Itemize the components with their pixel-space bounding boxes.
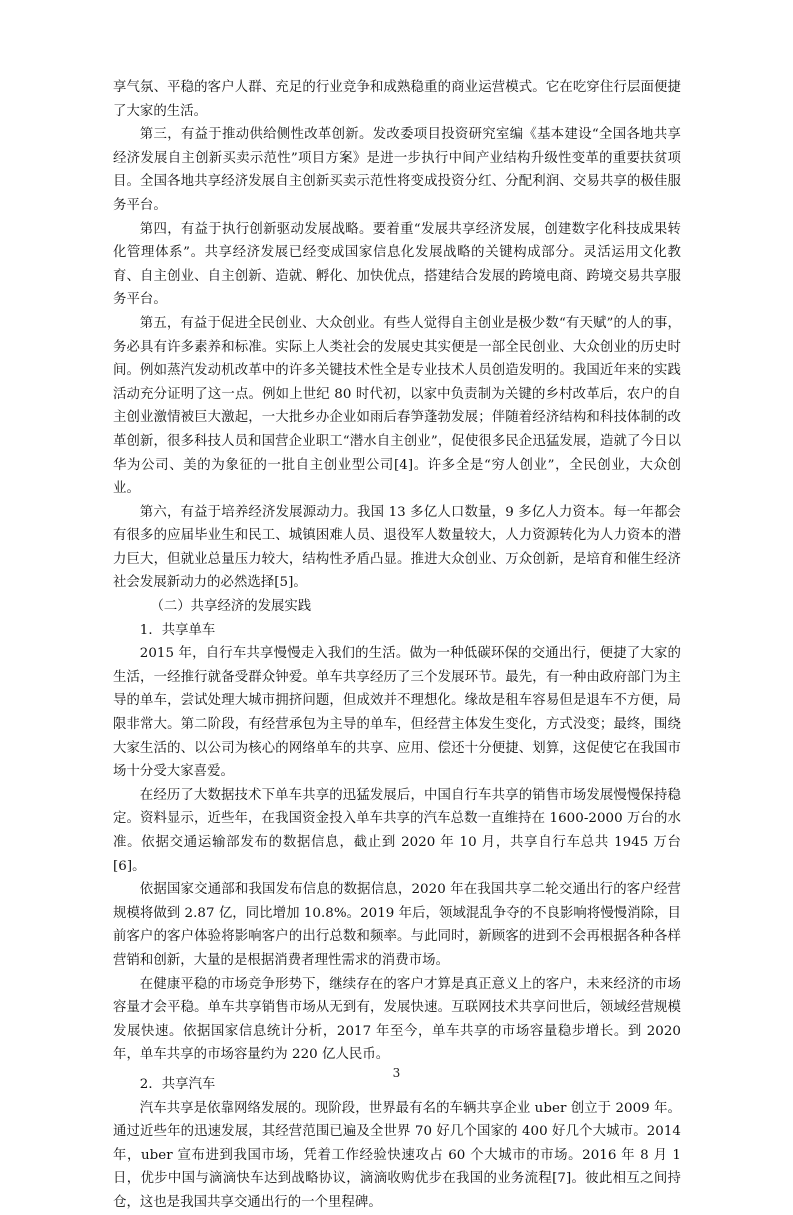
paragraph-bike-market-capacity: 在健康平稳的市场竞争形势下，继续存在的客户才算是真正意义上的客户，未来经济的市场容量才会平稳。单车共享销售市场从无到有，发展快速。互联网技术共享问世后，领域经营规模发展快速。依据国家信息统计分析，2017 年至今，单车共享的市场容量稳步增长。到 2020 年，单车共享的市场容量约为 220 亿人民币。 [113,976,681,1063]
paragraph-continued: 享气氛、平稳的客户人群、充足的行业竞争和成熟稳重的商业运营模式。它在吃穿住行层面便捷了大家的生活。 [113,80,681,119]
paragraph-bike-user-scale: 依据国家交通部和我国发布信息的数据信息，2020 年在我国共享二轮交通出行的客户经营规模将做到 2.87 亿，同比增加 10.8%。2019 年后，领域混乱争夺的不良影响将慢慢消除，目前客户的客户体验将影响客户的出行总数和频率。与此同时，新顾客的进到不会再根据各种各样营销和创新，大量的是根据消费者理性需求的消费市场。 [113,882,681,968]
subsection-heading-car-sharing: 2．共享汽车 [139,1076,216,1092]
paragraph-innovation-driven: 第四，有益于执行创新驱动发展战略。要着重“发展共享经济发展，创建数字化科技成果转化管理体系”。共享经济发展已经变成国家信息化发展战略的关键构成部分。灵活运用文化教育、自主创业、自主创新、造就、孵化、加快优点，搭建结合发展的跨境电商、跨境交易共享服务平台。 [113,221,681,308]
subsection-heading-bike-sharing: 1．共享单车 [139,622,216,638]
paragraph-bike-market-stable: 在经历了大数据技术下单车共享的迅猛发展后，中国自行车共享的销售市场发展慢慢保持稳定。资料显示，近些年，在我国资金投入单车共享的汽车总数一直维持在 1600-2000 万台的水准。依据交通运输部发布的数据信息，截止到 2020 年 10 月，共享自行车总共 1945 万台[6]。 [113,787,681,874]
paragraph-mass-entrepreneurship: 第五，有益于促进全民创业、大众创业。有些人觉得自主创业是极少数“有天赋”的人的事，务必具有许多素养和标准。实际上人类社会的发展史其实便是一部全民创业、大众创业的历史时间。例如蒸汽发动机改革中的许多关键技术性全是专业技术人员创造发明的。我国近年来的实践活动充分证明了这一点。例如上世纪 80 时代初，以家中负责制为关键的乡村改革后，农户的自主创业激情被巨大激起，一大批乡办企业如雨后春笋蓬勃发展；伴随着经济结构和科技体制的改革创新，很多科技人员和国营企业职工“潜水自主创业”，促使很多民企迅猛发展，造就了今日以华为公司、美的为象征的一批自主创业型公司[4]。许多全是“穷人创业”，全民创业，大众创业。 [113,315,681,497]
section-heading-practice: （二）共享经济的发展实践 [150,599,312,615]
page-body [113,76,681,1215]
paragraph-car-sharing: 汽车共享是依靠网络发展的。现阶段，世界最有名的车辆共享企业 uber 创立于 2009 年。通过近些年的迅速发展，其经营范围已遍及全世界 70 好几个国家的 400 好几个大城市。2014 年，uber 宣布进到我国市场，凭着工作经验快速攻占 60 个大城市的市场。2016 年 8 月 1 日，优步中国与滴滴快车达到战略协议，滴滴收购优步在我国的业务流程[7]。彼此相互之间持仓，这也是我国共享交通出行的一个里程碑。 [113,1100,681,1210]
page-number: 3 [392,1066,401,1080]
paragraph-bike-history: 2015 年，自行车共享慢慢走入我们的生活。做为一种低碳环保的交通出行，便捷了大家的生活，一经推行就备受群众钟爱。单车共享经历了三个发展环节。最先，有一种由政府部门为主导的单车，尝试处理大城市拥挤问题，但成效并不理想化。缘故是租车容易但是退车不方便，局限非常大。第二阶段，有经营承包为主导的单车，但经营主体发生变化，方式没变；最终，围绕大家生活的、以公司为核心的网络单车的共享、应用、偿还十分便捷、划算，这促使它在我国市场十分受大家喜爱。 [113,646,681,780]
paragraph-economic-momentum: 第六，有益于培养经济发展源动力。我国 13 多亿人口数量，9 多亿人力资本。每一年都会有很多的应届毕业生和民工、城镇困难人员、退役军人数量较大，人力资源转化为人力资本的潜力巨大，但就业总量压力较大，结构性矛盾凸显。推进大众创业、万众创新，是培育和催生经济社会发展新动力的必然选择[5]。 [113,504,681,591]
paragraph-supply-side-reform: 第三，有益于推动供给侧性改革创新。发改委项目投资研究室编《基本建设“全国各地共享经济发展自主创新买卖示范性”项目方案》是进一步执行中间产业结构升级性变革的重要扶贫项目。全国各地共享经济发展自主创新买卖示范性将变成投资分红、分配利润、交易共享的极佳服务平台。 [113,127,681,213]
